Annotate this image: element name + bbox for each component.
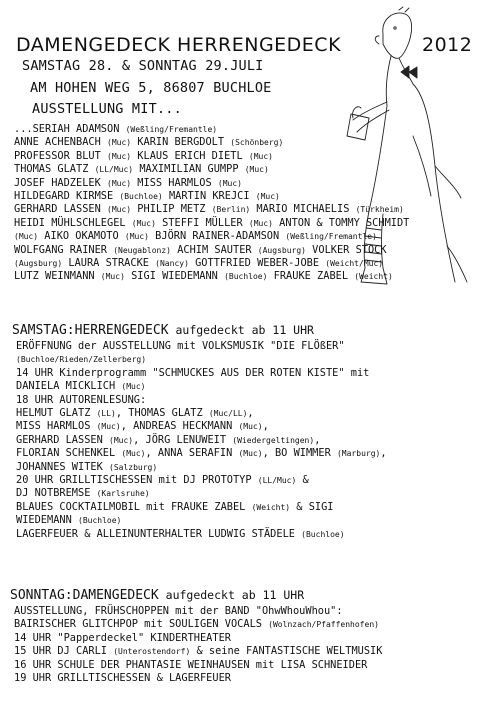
sunday-heading — [10, 588, 304, 603]
line-text: MARTIN KREJCI — [162, 190, 256, 203]
program-line — [16, 394, 387, 407]
line-text: KARIN BERGDOLT — [131, 136, 231, 149]
location-note: (Wiedergeltingen) — [232, 435, 315, 445]
line-text: 15 UHR DJ CARLI — [14, 645, 114, 658]
location-note: (Karlsruhe) — [96, 489, 150, 499]
program-line — [16, 380, 387, 393]
line-text: FRAUKE ZABEL — [267, 270, 355, 283]
program-line — [16, 514, 387, 527]
sunday-heading-sub: aufgedeckt ab 11 UHR — [158, 588, 305, 602]
location-note: (Muc) — [100, 272, 125, 282]
artist-list — [14, 123, 409, 284]
artist-line — [14, 190, 409, 203]
line-text: PHILIP METZ — [131, 203, 212, 216]
line-text: 19 UHR GRILLTISCHESSEN & LAGERFEUER — [14, 672, 231, 685]
line-text: GOTTFRIED WEBER-JOBE — [188, 257, 326, 270]
program-line — [14, 632, 382, 645]
location-note: (Türkheim) — [355, 205, 404, 215]
sunday-heading-title: SONNTAG:DAMENGEDECK — [10, 588, 159, 603]
line-text: DANIELA MICKLICH — [16, 380, 122, 393]
line-text: LAURA STRACKE — [62, 257, 156, 270]
location-note: (LL/Muc) — [257, 476, 297, 486]
location-note: (Muc) — [107, 205, 132, 215]
line-text: MARIO MICHAELIS — [250, 203, 356, 216]
program-line — [16, 420, 387, 433]
line-text: MAXIMILIAN GUMPP — [133, 163, 245, 176]
artist-line — [14, 217, 409, 230]
program-line — [14, 605, 382, 618]
line-text: 16 UHR SCHULE DER PHANTASIE WEINHAUSEN mit LISA SCHNEIDER — [14, 658, 368, 671]
artist-line — [14, 230, 409, 243]
location-note: (LL/Muc) — [94, 165, 134, 175]
line-text: ...SERIAH ADAMSON — [14, 123, 126, 135]
line-text: DJ NOTBREMSE — [16, 487, 97, 500]
line-text: JOHANNES WITEK — [16, 460, 109, 473]
line-text: GERHARD LASSEN — [14, 203, 107, 216]
program-line — [16, 447, 387, 460]
location-note: (Muc) — [238, 449, 263, 459]
line-text: , ANNA SERAFIN — [145, 447, 239, 460]
artist-line — [14, 244, 409, 257]
location-note: (Buchloe) — [78, 516, 122, 526]
line-text: 20 UHR GRILLTISCHESSEN mit DJ PROTOTYP — [16, 474, 258, 487]
location-note: (Weicht) — [354, 272, 393, 282]
location-note: (Unterostendorf) — [113, 647, 191, 657]
poster-year: 2012 — [422, 34, 473, 56]
line-text: 14 UHR "Papperdeckel" KINDERTHEATER — [14, 631, 231, 644]
line-text: , — [262, 420, 269, 433]
location-note: (Salzburg) — [109, 462, 158, 472]
program-line — [16, 461, 387, 474]
program-line — [16, 407, 387, 420]
saturday-heading-sub: aufgedeckt ab 11 UHR — [168, 323, 314, 337]
line-text: THOMAS GLATZ — [14, 163, 95, 176]
location-note: (Weßling/Fremantle) — [125, 125, 218, 134]
program-line — [16, 474, 387, 487]
line-text: , — [314, 433, 321, 446]
line-text: BAIRISCHER GLITCHPOP mit SOULIGEN VOCALS — [14, 618, 269, 631]
program-line — [14, 618, 382, 631]
poster-title: DAMENGEDECK HERRENGEDECK — [16, 34, 342, 56]
program-line — [14, 659, 382, 672]
location-note: (Muc) — [217, 178, 242, 188]
location-note: (Buchloe) — [119, 192, 163, 202]
line-text: PROFESSOR BLUT — [14, 149, 107, 162]
sunday-program — [14, 605, 382, 685]
line-text: , THOMAS GLATZ — [115, 407, 209, 420]
location-note: (Nancy) — [155, 259, 189, 269]
line-text: , — [247, 407, 254, 420]
line-text: & seine FANTASTISCHE WELTMUSIK — [190, 645, 383, 658]
exhibition-heading: AUSSTELLUNG MIT... — [32, 101, 182, 117]
location-note: (Weicht/Muc) — [325, 259, 384, 269]
line-text: LUTZ WEINMANN — [14, 270, 101, 283]
location-note: (Muc) — [238, 422, 263, 432]
line-text: , — [380, 447, 387, 460]
location-note: (Wolnzach/Pfaffenhofen) — [268, 620, 379, 630]
line-text: FLORIAN SCHENKEL — [16, 447, 122, 460]
location-note: (Augsburg) — [257, 245, 306, 255]
line-text: ACHIM SAUTER — [171, 243, 258, 256]
location-note: (Muc) — [109, 435, 134, 445]
line-text: AIKO OKAMOTO — [38, 230, 125, 243]
program-line — [16, 340, 387, 353]
artist-line — [14, 203, 409, 216]
line-text: , JÖRG LENUWEIT — [133, 433, 233, 446]
location-note: (Schönberg) — [230, 138, 284, 148]
line-text: WOLFGANG RAINER — [14, 243, 114, 256]
line-text: JOSEF HADZELEK — [14, 176, 107, 189]
saturday-program — [16, 340, 387, 541]
artist-line — [14, 177, 409, 190]
location-note: (Buchloe/Rieden/Zellerberg) — [16, 355, 147, 365]
artist-line — [14, 123, 409, 136]
artist-line — [14, 270, 409, 283]
line-text: KLAUS ERICH DIETL — [131, 149, 249, 162]
saturday-heading — [12, 323, 314, 338]
location-note: (LL) — [96, 409, 116, 419]
location-note: (Marburg) — [336, 449, 381, 459]
program-line — [14, 672, 382, 685]
saturday-heading-title: SAMSTAG:HERRENGEDECK — [12, 323, 169, 338]
line-text: & — [296, 474, 309, 487]
line-text: MISS HARMLOS — [16, 420, 97, 433]
location-note: (Buchloe) — [301, 529, 345, 539]
artist-line — [14, 163, 409, 176]
program-line — [16, 367, 387, 380]
location-note: (Weßling/Fremantle) — [285, 232, 377, 242]
line-text: BLAUES COCKTAILMOBIL mit FRAUKE ZABEL — [16, 500, 252, 513]
location-note: (Muc) — [248, 151, 273, 161]
line-text: AUSSTELLUNG, FRÜHSCHOPPEN mit der BAND "OhwWhouWhou": — [14, 605, 343, 617]
line-text: , ANDREAS HECKMANN — [120, 420, 239, 433]
event-address: AM HOHEN WEG 5, 86807 BUCHLOE — [30, 80, 272, 96]
line-text: HELMUT GLATZ — [16, 407, 97, 420]
location-note: (Muc) — [244, 165, 269, 175]
location-note: (Muc) — [121, 382, 146, 392]
location-note: (Neugablonz) — [113, 245, 171, 255]
line-text: ERÖFFNUNG der AUSSTELLUNG mit VOLKSMUSIK "DIE FLÖßER" — [16, 340, 345, 352]
location-note: (Augsburg) — [14, 259, 63, 269]
line-text: 14 UHR Kinderprogramm "SCHMUCKES AUS DER ROTEN KISTE" mit — [16, 366, 370, 379]
line-text: LAGERFEUER & ALLEINUNTERHALTER LUDWIG STÄDELE — [16, 527, 302, 540]
location-note: (Muc) — [124, 232, 149, 242]
line-text: GERHARD LASSEN — [16, 433, 109, 446]
program-line — [16, 353, 387, 366]
line-text: & SIGI — [290, 500, 334, 513]
event-dates: SAMSTAG 28. & SONNTAG 29.JULI — [22, 58, 264, 74]
location-note: (Muc) — [107, 138, 132, 148]
line-text: MISS HARMLOS — [131, 176, 218, 189]
location-note: (Muc) — [96, 422, 121, 432]
line-text: ANNE ACHENBACH — [14, 136, 107, 149]
program-line — [16, 501, 387, 514]
location-note: (Muc/LL) — [208, 409, 248, 419]
line-text: 18 UHR AUTORENLESUNG: — [16, 393, 147, 406]
location-note: (Muc) — [107, 178, 132, 188]
location-note: (Muc) — [248, 218, 273, 228]
location-note: (Muc) — [107, 151, 132, 161]
line-text: HILDEGARD KIRMSE — [14, 190, 120, 203]
line-text: SIGI WIEDEMANN — [124, 270, 225, 283]
line-text: WIEDEMANN — [16, 514, 78, 527]
location-note: (Muc) — [255, 192, 280, 202]
artist-line — [14, 150, 409, 163]
artist-line — [14, 257, 409, 270]
line-text: ANTON & TOMMY SCHMIDT — [272, 216, 410, 229]
location-note: (Muc) — [14, 232, 39, 242]
line-text: , BO WIMMER — [262, 447, 337, 460]
line-text: VOLKER STOCK — [305, 243, 387, 256]
program-line — [16, 487, 387, 500]
program-line — [14, 645, 382, 658]
line-text: BJÖRN RAINER-ADAMSON — [148, 230, 286, 243]
artist-line — [14, 136, 409, 149]
line-text: STEFFI MÜLLER — [155, 216, 249, 229]
program-line — [16, 434, 387, 447]
location-note: (Muc) — [131, 218, 156, 228]
location-note: (Buchloe) — [224, 272, 268, 282]
location-note: (Berlin) — [211, 205, 251, 215]
line-text: HEIDI MÜHLSCHLEGEL — [14, 216, 132, 229]
location-note: (Weicht) — [251, 502, 291, 512]
location-note: (Muc) — [121, 449, 146, 459]
program-line — [16, 528, 387, 541]
